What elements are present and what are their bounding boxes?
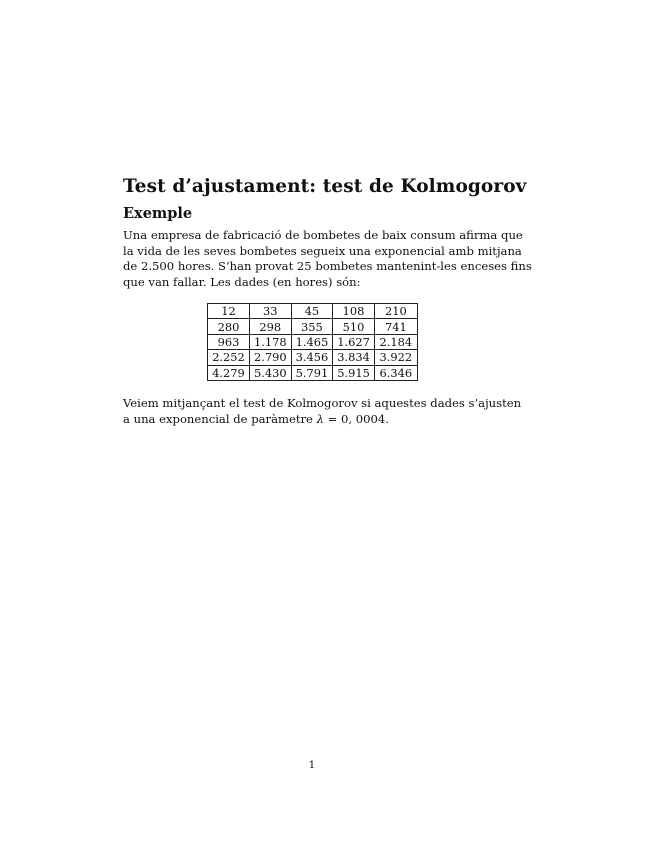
table-cell: 3.456: [291, 350, 333, 365]
lambda-symbol: λ: [316, 411, 324, 426]
table-cell: 280: [208, 319, 250, 334]
table-cell: 4.279: [208, 365, 250, 380]
table-row: [208, 319, 418, 334]
table-cell: 108: [333, 304, 375, 319]
conclusion-line: [123, 412, 500, 428]
intro-line: que van fallar. Les dades (en hores) són:: [123, 274, 361, 289]
table-row: [208, 334, 418, 349]
table-cell: 3.922: [374, 350, 417, 365]
table-cell: 1.178: [250, 334, 292, 349]
table-cell: 2.184: [374, 334, 417, 349]
table-row: [208, 304, 418, 319]
intro-paragraph: [123, 228, 532, 290]
conclusion-line: Veiem mitjançant el test de Kolmogorov si aquestes dades s’ajusten: [123, 396, 522, 410]
table-cell: 1.465: [291, 334, 333, 349]
table-row: [208, 365, 418, 380]
table-cell: 355: [291, 319, 333, 334]
table-cell: 5.430: [250, 365, 292, 380]
table-cell: 210: [374, 304, 417, 319]
table-cell: 1.627: [333, 334, 375, 349]
table-cell: 33: [250, 304, 292, 319]
page-title: Test d’ajustament: test de Kolmogorov: [123, 176, 527, 197]
table-cell: 12: [208, 304, 250, 319]
intro-line: Una empresa de fabricació de bombetes de baix consum afirma que: [123, 228, 523, 242]
table-cell: 2.252: [208, 350, 250, 365]
table-cell: 5.791: [291, 365, 333, 380]
table-cell: 6.346: [374, 365, 417, 380]
table-cell: 5.915: [333, 365, 375, 380]
table-cell: 3.834: [333, 350, 375, 365]
table-cell: 510: [333, 319, 375, 334]
lambda-value: = 0, 0004.: [323, 411, 389, 426]
table-row: [208, 350, 418, 365]
intro-line: de 2.500 hores. S’han provat 25 bombetes mantenint-les enceses fins: [123, 259, 532, 274]
table-cell: 741: [374, 319, 417, 334]
conclusion-text: a una exponencial de paràmetre: [123, 411, 317, 426]
table-cell: 963: [208, 334, 250, 349]
table-cell: 298: [250, 319, 292, 334]
table-cell: 45: [291, 304, 333, 319]
intro-line: la vida de les seves bombetes segueix una exponencial amb mitjana: [123, 243, 522, 258]
page-number: 1: [308, 759, 316, 771]
table-cell: 2.790: [250, 350, 292, 365]
data-table: [207, 303, 418, 381]
conclusion-paragraph: [123, 396, 522, 427]
section-heading: Exemple: [123, 205, 193, 222]
